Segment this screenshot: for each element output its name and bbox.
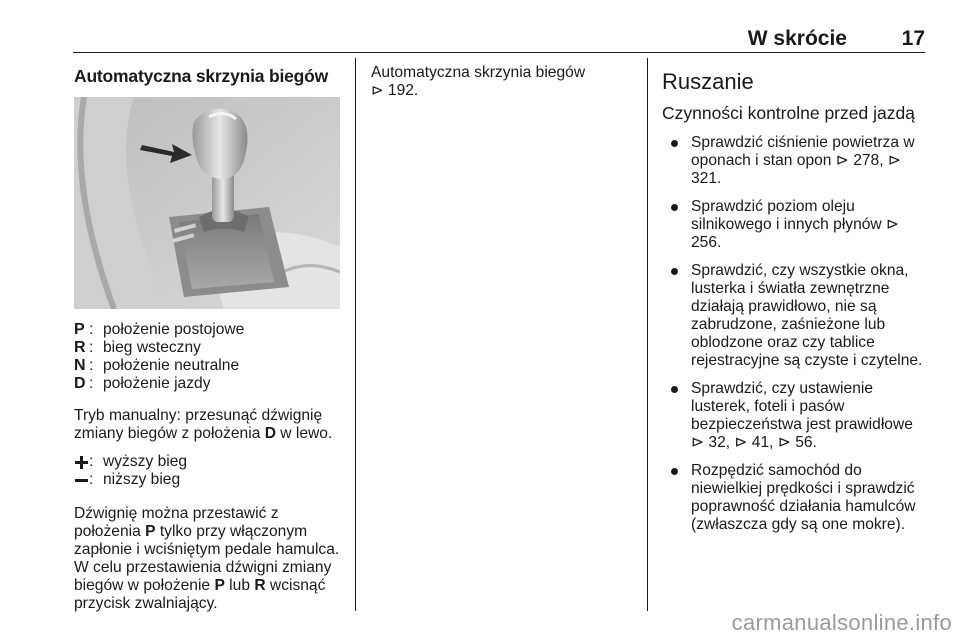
gear-key: R <box>254 577 266 594</box>
legend-text: położenie postojowe <box>103 321 245 338</box>
section-title: W skrócie <box>747 27 847 50</box>
legend-separator: : <box>89 375 94 392</box>
cross-reference <box>371 64 633 100</box>
gear-selector-photo <box>74 97 340 309</box>
list-item <box>662 462 927 534</box>
legend-key: N <box>74 357 86 374</box>
legend-text: niższy bieg <box>103 471 181 488</box>
legend-item <box>74 453 342 471</box>
legend-key: D <box>74 375 86 392</box>
column-right <box>662 64 927 544</box>
gear-position-legend <box>74 321 342 393</box>
list-item <box>662 134 927 188</box>
bullet-icon <box>671 468 678 475</box>
list-item-text: Sprawdzić, czy ustawienie lusterek, foteli i pasów bezpieczeństwa jest prawidłowe <box>691 380 913 433</box>
list-item-text: Sprawdzić poziom oleju silnikowego i innych płynów <box>691 198 887 233</box>
list-item-text: Sprawdzić ciśnienie powietrza w oponach i stan opon <box>691 134 915 169</box>
list-item <box>662 380 927 452</box>
legend-item <box>74 357 342 375</box>
list-item-text: Rozpędzić samochód do niewielkiej prędkości i sprawdzić poprawność działania hamulców (zwłaszcza gdy są one mokre). <box>691 462 916 533</box>
legend-separator: : <box>89 471 94 488</box>
shift-release-paragraph <box>74 505 342 613</box>
legend-item <box>74 339 342 357</box>
reference-arrow-icon: ⊳ <box>371 82 384 99</box>
subsection-title: Czynności kontrolne przed jazdą <box>662 103 915 123</box>
bullet-icon <box>671 204 678 211</box>
legend-separator: : <box>89 453 94 470</box>
legend-key: R <box>74 339 86 356</box>
paragraph-text: lub <box>224 577 255 594</box>
legend-key: P <box>74 321 85 338</box>
reference-page: 192. <box>383 82 419 99</box>
legend-separator: : <box>89 357 94 374</box>
manual-shift-legend <box>74 453 342 489</box>
list-item-refs: ⊳ 32, ⊳ 41, ⊳ 56. <box>691 434 817 451</box>
legend-text: bieg wsteczny <box>103 339 201 356</box>
chapter-title: Ruszanie <box>662 69 754 94</box>
plus-icon <box>74 453 89 471</box>
column-middle <box>371 64 633 100</box>
gear-key: P <box>145 523 156 540</box>
section-heading: Automatyczna skrzynia biegów <box>74 66 329 86</box>
column-divider <box>647 58 648 611</box>
page-header <box>73 22 925 53</box>
checklist <box>662 134 927 534</box>
paragraph-text: tylko przy włączonym zapłonie i wciśniętym pedale hamulca. W celu przestawienia dźwigni zmiany biegów w położenie <box>74 523 340 594</box>
legend-separator: : <box>89 321 94 338</box>
paragraph-text: Dźwignię można przestawić z położenia <box>74 505 279 540</box>
column-divider <box>355 58 356 611</box>
legend-text: położenie neutralne <box>103 357 240 374</box>
legend-separator: : <box>89 339 94 356</box>
list-item-refs: ⊳ 256. <box>691 216 900 251</box>
manual-mode-paragraph <box>74 407 342 443</box>
paragraph-text: wcisnąć przycisk zwalniający. <box>74 577 326 612</box>
paragraph-text: Tryb manualny: przesunąć dźwignię zmiany biegów z położenia <box>74 407 323 442</box>
minus-icon <box>74 471 89 489</box>
gear-key: P <box>214 577 225 594</box>
list-item-text: Sprawdzić, czy wszystkie okna, lusterka i światła zewnętrzne działają prawidłowo, nie są zabrudzone, zaśnieżone lub oblodzone oraz czy tablice rejestracyjne są czyste i czytelne. <box>691 262 923 369</box>
legend-text: położenie jazdy <box>103 375 211 392</box>
page-number: 17 <box>901 27 925 50</box>
reference-text: Automatyczna skrzynia biegów <box>371 64 586 81</box>
bullet-icon <box>671 268 678 275</box>
list-item-refs: ⊳ 278, ⊳ 321. <box>691 152 901 187</box>
legend-item <box>74 375 342 393</box>
legend-item <box>74 471 342 489</box>
paragraph-text: w lewo. <box>275 425 333 442</box>
legend-item <box>74 321 342 339</box>
list-item <box>662 198 927 252</box>
column-left <box>74 64 342 623</box>
bullet-icon <box>671 140 678 147</box>
legend-text: wyższy bieg <box>103 453 188 470</box>
list-item <box>662 262 927 370</box>
bullet-icon <box>671 386 678 393</box>
gear-key: D <box>264 425 276 442</box>
watermark: carmanualsonline.info <box>731 610 952 635</box>
